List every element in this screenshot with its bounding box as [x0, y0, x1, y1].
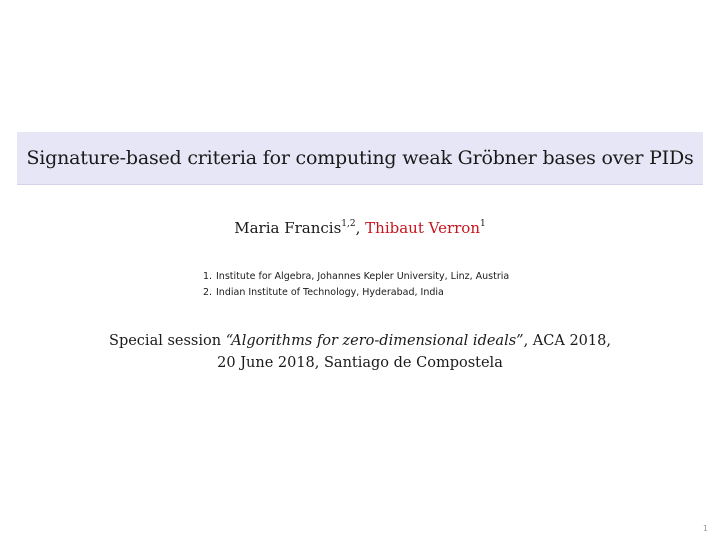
author-separator: , — [355, 219, 366, 237]
author-verron-affil: 1 — [480, 219, 486, 229]
session-suffix: , ACA 2018, — [523, 333, 611, 349]
author-verron: Thibaut Verron — [365, 219, 481, 237]
session-line-1 — [0, 330, 720, 352]
affiliation-text: Institute for Algebra, Johannes Kepler University, Linz, Austria — [216, 271, 510, 282]
page-number: 1 — [702, 524, 708, 533]
author-francis-affil: 1,2 — [341, 219, 356, 229]
session-name: “Algorithms for zero-dimensional ideals” — [225, 333, 524, 349]
session-prefix: Special session — [109, 333, 226, 349]
affiliation-text: Indian Institute of Technology, Hyderabad, India — [216, 287, 444, 298]
slide-title: Signature-based criteria for computing weak Gröbner bases over PIDs — [26, 147, 694, 169]
session-line-2: 20 June 2018, Santiago de Compostela — [217, 355, 503, 371]
affiliation-item — [203, 285, 509, 301]
session-info — [0, 330, 720, 374]
affiliation-number: 1. — [203, 271, 213, 282]
affiliations-list — [203, 269, 509, 301]
author-francis: Maria Francis — [234, 219, 342, 237]
title-band — [17, 132, 703, 185]
authors-line — [0, 219, 720, 237]
affiliation-item — [203, 269, 509, 285]
affiliation-number: 2. — [203, 287, 213, 298]
